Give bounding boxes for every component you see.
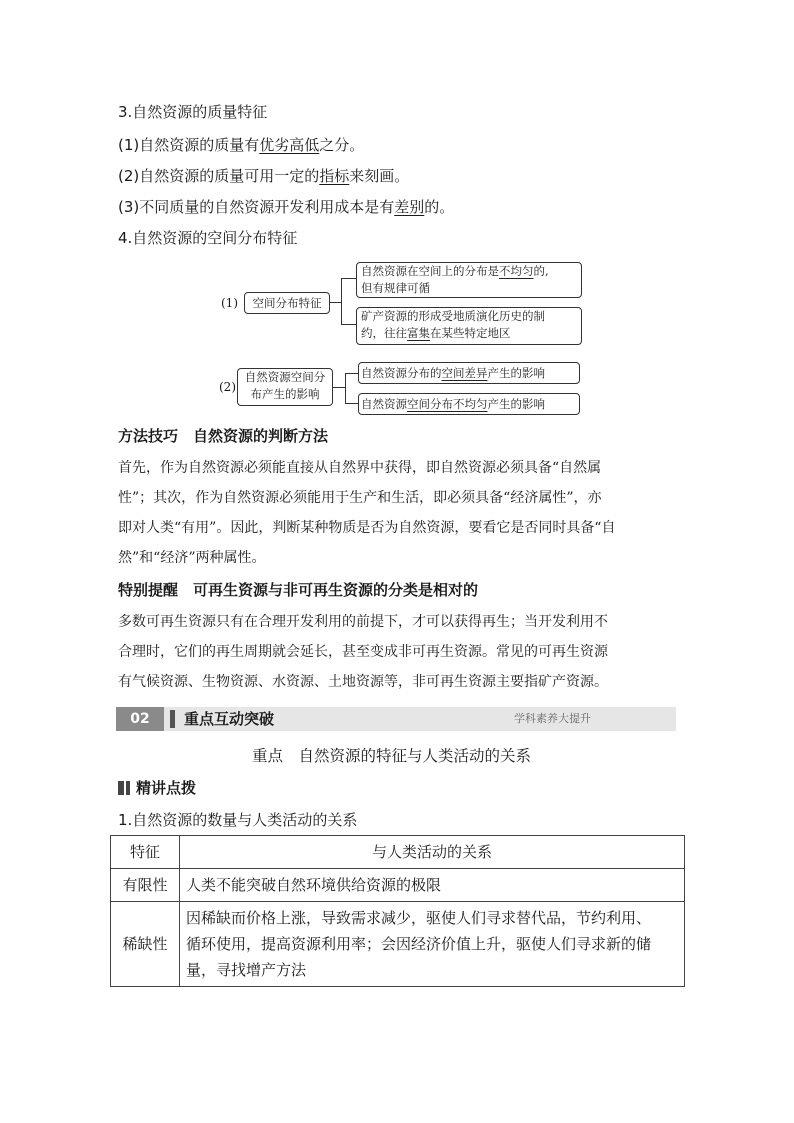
s3-item-1-answer: 优劣高低 (259, 136, 320, 154)
section4-title: 4.自然资源的空间分布特征 (118, 229, 298, 247)
diagram1-box-a-line1 (361, 263, 581, 280)
diagram1-label-box: 空间分布特征 (244, 292, 330, 314)
method-title: 方法技巧 自然资源的判断方法 (118, 427, 329, 445)
diagram1-bracket (341, 278, 342, 325)
banner-divider (170, 710, 175, 728)
table-cell-relation (180, 869, 685, 902)
diagram2-box-a (358, 362, 580, 384)
d1a-answer: 不均匀 (499, 264, 534, 278)
s3-item-2-pre: (2)自然资源的质量可用一定的 (118, 167, 320, 185)
s3-item-2-answer: 指标 (319, 167, 350, 185)
d2b-post: 产生的影响 (487, 397, 545, 411)
d1b-post: 在某些特定地区 (430, 326, 511, 340)
method-line-3: 即对人类“有用”。因此，判断某种物质是否为自然资源，要看它是否同时具备“自 (118, 520, 616, 536)
tip-line-3: 有气候资源、生物资源、水资源、土地资源等，非可再生资源主要指矿产资源。 (118, 674, 608, 690)
banner-title: 重点互动突破 (184, 710, 275, 728)
method-line-2: 性”；其次，作为自然资源必须能用于生产和生活，即必须具备“经济属性”，亦 (118, 490, 602, 506)
table-cell-relation (180, 902, 685, 987)
table-header-relation: 与人类活动的关系 (180, 836, 685, 869)
diagram2-number: (2) (219, 380, 236, 394)
diagram1-box-b (356, 307, 582, 345)
section-banner (116, 707, 676, 731)
table-header-row (111, 836, 685, 869)
heading-marker-icon (118, 781, 124, 795)
subsection1-title: 1.自然资源的数量与人类活动的关系 (118, 811, 358, 829)
diagram1-box-a-line2: 但有规律可循 (361, 281, 430, 295)
diagram2-label-line2: 布产生的影响 (250, 387, 320, 401)
banner-number: 02 (116, 707, 164, 731)
section3-title: 3.自然资源的质量特征 (118, 103, 268, 121)
table-row (111, 902, 685, 987)
d1a-post: 的, (533, 264, 549, 278)
relation-line: 人类不能突破自然环境供给资源的极限 (186, 876, 442, 894)
method-line-1: 首先，作为自然资源必须能直接从自然界中获得，即自然资源必须具备“自然属 (118, 460, 602, 476)
table-cell-feature: 有限性 (111, 869, 180, 902)
method-line-4: 然”和“经济”两种属性。 (118, 550, 266, 566)
s3-item-2 (118, 166, 409, 186)
s3-item-3-answer: 差别 (394, 198, 425, 216)
s3-item-3-post: 的。 (424, 198, 455, 216)
tip-line-2: 合理时，它们的再生周期就会延长，甚至变成非可再生资源。常见的可再生资源 (118, 644, 608, 660)
table-header-feature: 特征 (111, 836, 180, 869)
tip-title: 特别提醒 可再生资源与非可再生资源的分类是相对的 (118, 581, 479, 599)
diagram1-box-a (356, 262, 582, 298)
s3-item-3 (118, 197, 454, 217)
s3-item-3-pre: (3)不同质量的自然资源开发利用成本是有 (118, 198, 395, 216)
diagram2-branch-b (345, 403, 358, 404)
table-cell-feature: 稀缺性 (111, 902, 180, 987)
heading-marker-icon-2 (126, 781, 130, 795)
s3-item-1 (118, 135, 364, 155)
table-row (111, 869, 685, 902)
relation-line: 循环使用，提高资源利用率；会因经济价值上升，驱使人们寻求新的储 (186, 935, 652, 953)
tip-line-1: 多数可再生资源只有在合理开发利用的前提下，才可以获得再生；当开发利用不 (118, 614, 608, 630)
banner-subtitle: 学科素养大提升 (514, 712, 591, 725)
diagram1-branch-a (341, 278, 356, 279)
diagram1-branch-b (341, 324, 356, 325)
diagram2-label-line1: 自然资源空间分 (244, 370, 326, 384)
s3-item-2-post: 来刻画。 (349, 167, 410, 185)
relation-line: 量，寻找增产方法 (186, 961, 307, 979)
diagram2-bracket (345, 373, 346, 404)
key-point-title: 重点 自然资源的特征与人类活动的关系 (252, 747, 532, 765)
d1b-answer: 富集 (407, 326, 430, 340)
d1a-pre: 自然资源在空间上的分布是 (361, 264, 499, 278)
diagram1-box-b-line1: 矿产资源的形成受地质演化历史的制 (361, 309, 545, 323)
diagram2-branch-a (345, 373, 358, 374)
relation-line: 因稀缺而价格上涨，导致需求减少，驱使人们寻求替代品，节约利用、 (186, 909, 652, 927)
diagram1-connector (329, 302, 341, 303)
s3-item-1-pre: (1)自然资源的质量有 (118, 136, 260, 154)
s3-item-1-post: 之分。 (319, 136, 365, 154)
diagram2-box-b (358, 393, 580, 415)
diagram2-label-box (237, 368, 333, 406)
diagram2-connector (332, 387, 345, 388)
d1b-pre: 约，往往 (361, 326, 407, 340)
d2a-post: 产生的影响 (487, 366, 545, 380)
d2a-answer: 空间差异 (441, 366, 488, 380)
diagram1-box-b-line2 (361, 325, 581, 342)
jingjiang-heading-text: 精讲点拨 (136, 779, 197, 797)
relation-table (110, 835, 685, 987)
d2a-pre: 自然资源分布的 (361, 366, 442, 380)
diagram1-number: (1) (221, 296, 238, 310)
d2b-pre: 自然资源 (361, 397, 407, 411)
d2b-answer: 空间分布不均匀 (407, 397, 488, 411)
jingjiang-heading (118, 778, 196, 798)
